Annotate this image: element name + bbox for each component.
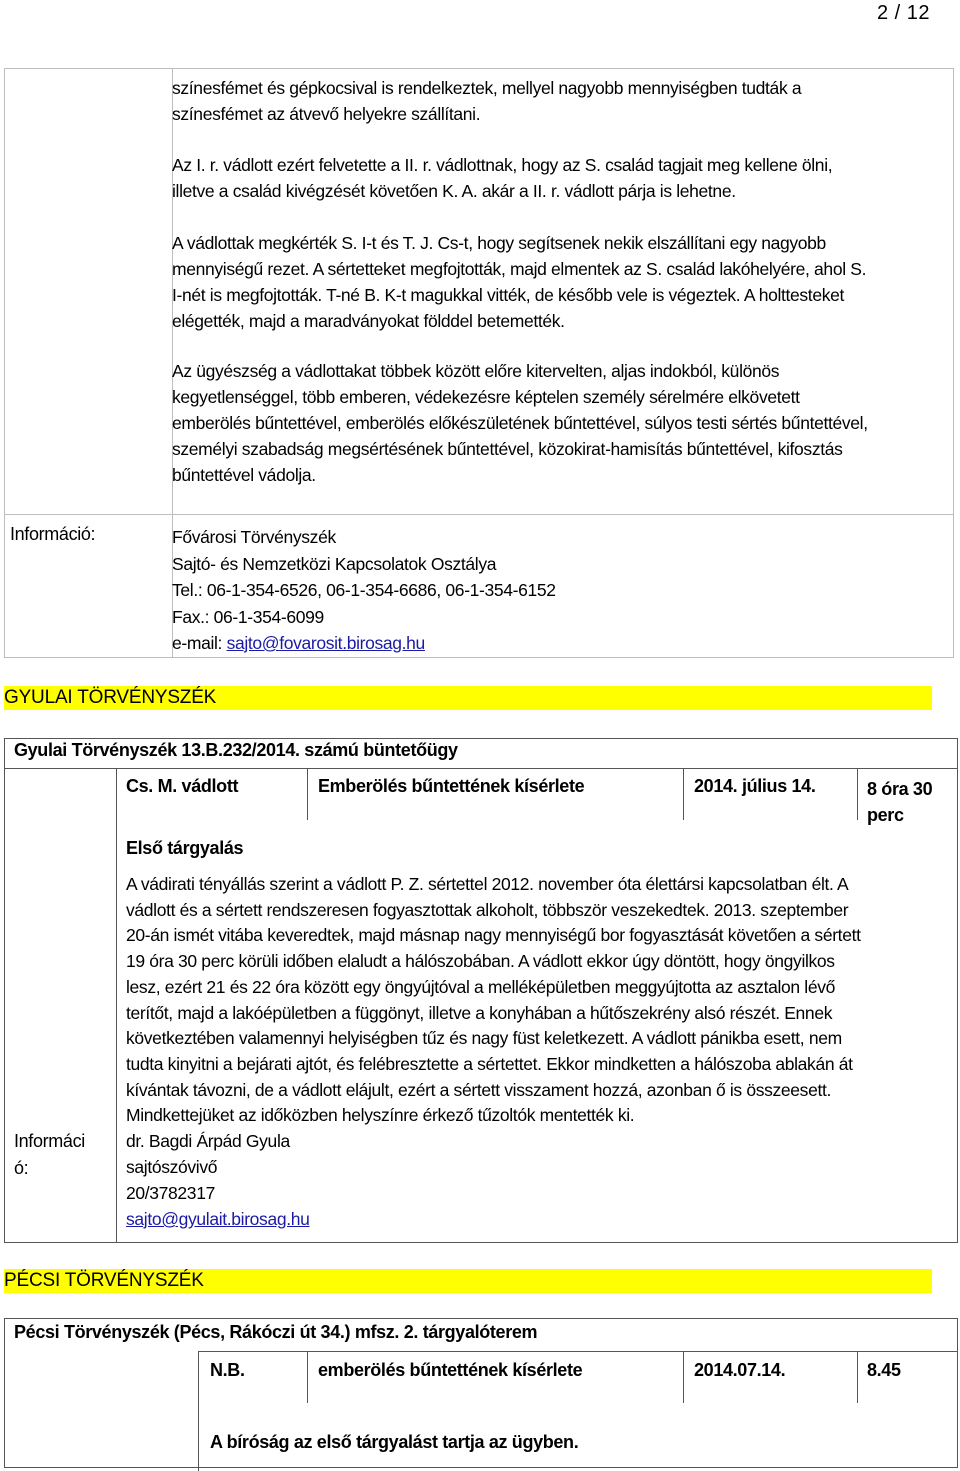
text-line: terítőt, majd a lakóépületben a függönyt, illetve a konyhában a hűtőszekrény alsó részét. Ennek — [126, 1002, 833, 1023]
text-line: lesz, ezért 21 és 22 óra között egy öngyújtóval a melléképületben meggyújtotta az asztalon lévő — [126, 976, 835, 997]
text-line: személyi szabadság megsértésének bűntettével, közokirat-hamisítás bűntettével, kifosztás — [172, 439, 843, 459]
case-paragraph-4 — [172, 358, 952, 488]
contact-dept: Sajtó- és Nemzetközi Kapcsolatok Osztálya — [172, 553, 497, 574]
table-divider — [5, 514, 953, 515]
text-line: 19 óra 30 perc körüli időben elaludt a hálószobában. A vádlott ekkor úgy döntött, hogy öngyilkos — [126, 951, 835, 972]
text-line: bűntettével vádolja. — [172, 465, 316, 485]
contact-block — [172, 524, 556, 657]
text-line: színesfémet és gépkocsival is rendelkeztek, mellyel nagyobb mennyiségben tudták a — [172, 78, 802, 98]
table-divider — [116, 768, 117, 1243]
table-divider — [857, 1351, 858, 1403]
text-line: Az ügyészség a vádlottakat többek között előre kitervelten, aljas indokból, különös — [172, 361, 780, 381]
text-line: Mindkettejüket az időközben helyszínre érkező tűzoltók mentették ki. — [126, 1105, 635, 1126]
table-divider — [683, 768, 684, 820]
case-paragraph-3 — [172, 230, 952, 334]
case-number: N.B. — [210, 1360, 245, 1380]
email-prefix: e-mail: — [172, 633, 227, 653]
info-label — [14, 1128, 85, 1182]
email-link[interactable]: sajto@fovarosit.birosag.hu — [226, 633, 425, 653]
email-link[interactable]: sajto@gyulait.birosag.hu — [126, 1209, 310, 1229]
table-divider — [857, 768, 858, 820]
text-line: tudta kinyitni a bejárati ajtót, és felébresztette a sértettet. Ekkor mindketten a hálószoba ablakán át — [126, 1053, 853, 1074]
text-line: illetve a család kivégzését követően K. A. akár a II. r. vádlott párja is lehetne. — [172, 181, 736, 201]
contact-email-line — [172, 630, 556, 657]
contact-block — [126, 1128, 310, 1232]
charge: Emberölés bűntettének kísérlete — [318, 776, 585, 796]
hearing-date: 2014.07.14. — [694, 1360, 786, 1380]
court-header-pecs: PÉCSI TÖRVÉNYSZÉK — [4, 1269, 932, 1293]
text-line: Az I. r. vádlott ezért felvetette a II. r. vádlottnak, hogy az S. család tagjait meg kellene ölni, — [172, 155, 833, 175]
text-line: kegyetlenséggel, több emberen, védekezésre képtelen személy sérelmére elkövetett — [172, 387, 800, 407]
case-note: A bíróság az első tárgyalást tartja az ügyben. — [210, 1432, 579, 1452]
text-line: emberölés bűntettével, emberölés előkészületének bűntettével, súlyos testi sértés bűntettével, — [172, 413, 868, 433]
contact-name: dr. Bagdi Árpád Gyula — [126, 1131, 290, 1151]
text-line: A vádirati tényállás szerint a vádlott P. Z. sértettel 2012. november óta élettársi kapcsolatban élt. A — [126, 874, 849, 894]
case-title: Gyulai Törvényszék 13.B.232/2014. számú büntetőügy — [14, 740, 458, 760]
court-header-gyula: GYULAI TÖRVÉNYSZÉK — [4, 686, 932, 710]
hearing-time-line: perc — [867, 805, 904, 825]
table-divider — [683, 1351, 684, 1403]
defendant: Cs. M. vádlott — [126, 776, 239, 796]
case-title: Pécsi Törvényszék (Pécs, Rákóczi út 34.) mfsz. 2. tárgyalóterem — [14, 1322, 538, 1342]
text-line: A vádlottak megkérték S. I-t és T. J. Cs-t, hogy segítsenek nekik elszállítani egy nagyobb — [172, 233, 826, 253]
contact-phone: Tel.: 06-1-354-6526, 06-1-354-6686, 06-1-354-6152 — [172, 580, 556, 600]
page-header — [0, 0, 960, 32]
info-label-line: Informáci — [14, 1131, 85, 1151]
contact-fax: Fax.: 06-1-354-6099 — [172, 606, 324, 627]
table-divider — [307, 768, 308, 820]
hearing-time: 8.45 — [867, 1360, 901, 1380]
text-line: mennyiségű rezet. A sértetteket megfojtották, majd elmentek az S. család lakóhelyére, ahol S. — [172, 259, 867, 279]
text-line: vádlott és a sértett rendszeresen fogyasztottak alkoholt, többször veszekedtek. 2013. szeptember — [126, 899, 849, 920]
contact-phone: 20/3782317 — [126, 1183, 215, 1203]
info-label-line: ó: — [14, 1158, 29, 1178]
hearing-time — [867, 776, 932, 828]
hearing-type: Első tárgyalás — [126, 838, 244, 858]
case-description — [126, 872, 950, 1129]
page-number: 2 / 12 — [876, 2, 930, 24]
text-line: színesfémet az átvevő helyekre szállítani. — [172, 104, 481, 124]
text-line: 20-án ismét vitába keveredtek, majd másnap nagy mennyiségű bor fogyasztását követően a sértett — [126, 925, 861, 946]
charge: emberölés bűntettének kísérlete — [318, 1360, 583, 1380]
case-paragraph-1 — [172, 75, 952, 127]
text-line: kívántak távozni, de a vádlott elájult, ezért a sértett visszament hozzá, azonban ő is összeesett. — [126, 1079, 831, 1100]
hearing-date: 2014. július 14. — [694, 776, 816, 796]
contact-role: sajtószóvivő — [126, 1157, 218, 1177]
table-divider — [307, 1351, 308, 1403]
info-label: Információ: — [10, 524, 96, 544]
text-line: I-nét is megfojtották. T-né B. K-t magukkal vitték, de később vele is végeztek. A holttesteket — [172, 285, 844, 305]
text-line: elégették, majd a maradványokat földdel betemették. — [172, 311, 565, 331]
case-paragraph-2 — [172, 152, 952, 204]
contact-org: Fővárosi Törvényszék — [172, 527, 336, 547]
text-line: következtében valamennyi helyiségben tűz és nagy füst keletkezett. A vádlott pánikba esett, nem — [126, 1028, 842, 1049]
hearing-time-line: 8 óra 30 — [867, 779, 933, 799]
